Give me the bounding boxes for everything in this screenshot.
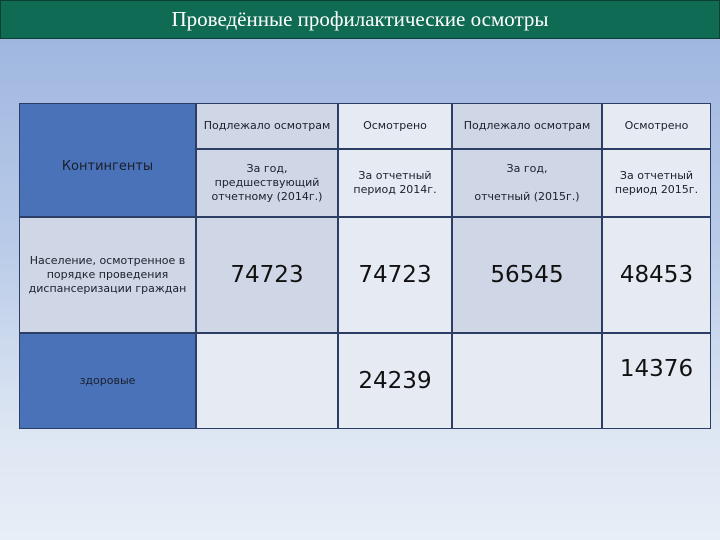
head-r1-c4: Осмотрено [603, 104, 710, 148]
value-healthy-c1 [197, 334, 337, 428]
value-population-c4: 48453 [603, 218, 710, 332]
value-population-c3: 56545 [453, 218, 601, 332]
head-r1-c3: Подлежало осмотрам [453, 104, 601, 148]
head-r1-c1: Подлежало осмотрам [197, 104, 337, 148]
value-population-c2: 74723 [339, 218, 451, 332]
page-title: Проведённые профилактические осмотры [171, 7, 549, 31]
row-label-healthy: здоровые [20, 334, 195, 428]
value-healthy-c3 [453, 334, 601, 428]
head-r2-c1: За год, предшествующий отчетному (2014г.) [197, 150, 337, 216]
row-label-population: Население, осмотренное в порядке проведения диспансеризации граждан [20, 218, 195, 332]
value-healthy-c2: 24239 [339, 334, 451, 428]
header-contingents [20, 104, 195, 216]
head-r2-c4: За отчетный период 2015г. [603, 150, 710, 216]
header-contingents-label: Контингенты [61, 159, 154, 174]
head-r2-c2: За отчетный период 2014г. [339, 150, 451, 216]
title-bar [0, 0, 720, 39]
head-r1-c2: Осмотрено [339, 104, 451, 148]
head-r2-c3: За год, отчетный (2015г.) [453, 150, 601, 216]
osmotry-table [19, 103, 711, 429]
value-population-c1: 74723 [197, 218, 337, 332]
value-healthy-c4: 14376 [603, 334, 710, 428]
